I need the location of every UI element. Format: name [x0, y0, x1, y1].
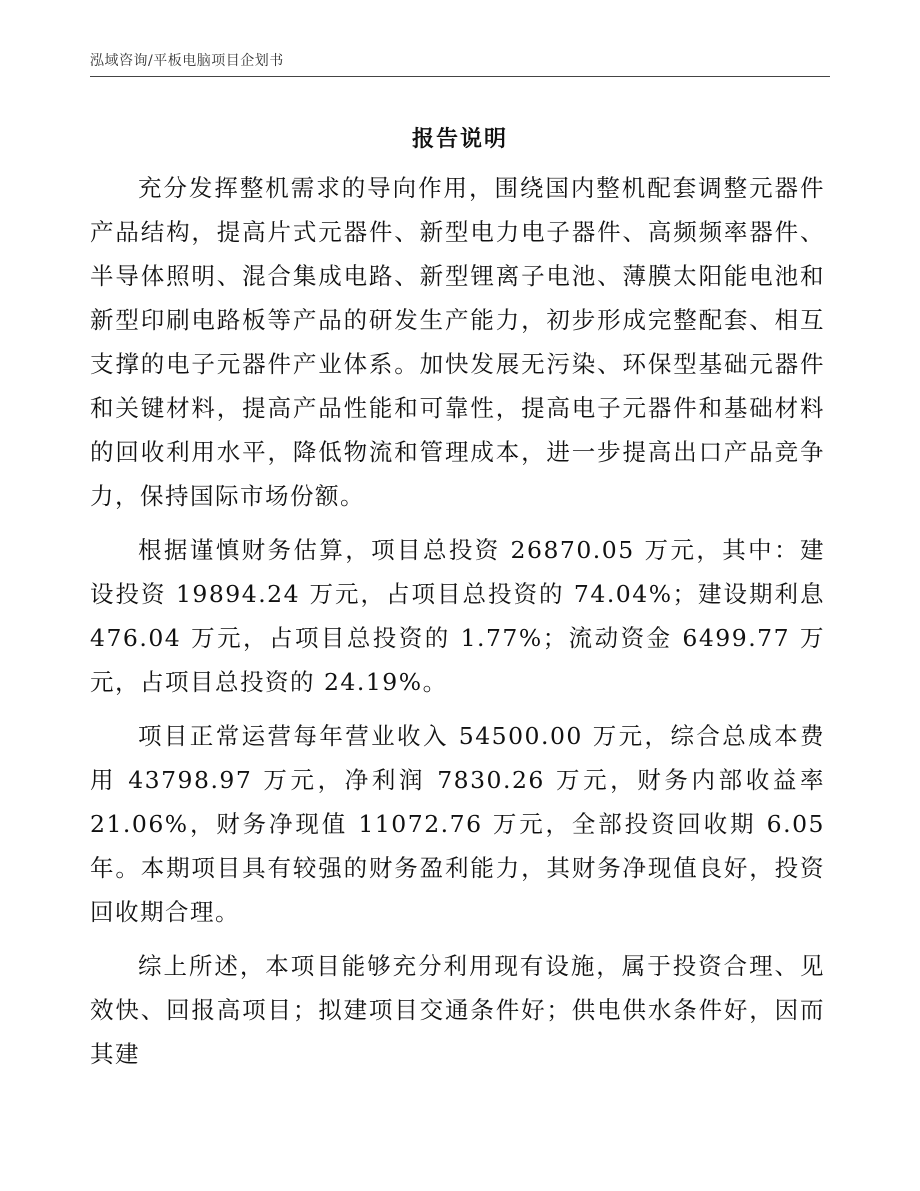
report-body — [90, 166, 825, 1086]
paragraph-financial-returns: 项目正常运营每年营业收入 54500.00 万元，综合总成本费用 43798.97 万元，净利润 7830.26 万元，财务内部收益率 21.06%，财务净现值 11072.76 万元，全部投资回收期 6.05 年。本期项目具有较强的财务盈利能力，其财务净现值良好，投资回收期合理。 — [90, 722, 825, 926]
running-header: 泓域咨询/平板电脑项目企划书 — [90, 53, 284, 69]
section-title: 报告说明 — [411, 126, 508, 152]
paragraph-industry-guidance: 充分发挥整机需求的导向作用，围绕国内整机配套调整元器件产品结构，提高片式元器件、新型电力电子器件、高频频率器件、半导体照明、混合集成电路、新型锂离子电池、薄膜太阳能电池和新型印刷电路板等产品的研发生产能力，初步形成完整配套、相互支撑的电子元器件产业体系。加快发展无污染、环保型基础元器件和关键材料，提高产品性能和可靠性，提高电子元器件和基础材料的回收利用水平，降低物流和管理成本，进一步提高出口产品竞争力，保持国际市场份额。 — [90, 174, 825, 510]
paragraph-conclusion: 综上所述，本项目能够充分利用现有设施，属于投资合理、见效快、回报高项目；拟建项目交通条件好；供电供水条件好，因而其建 — [90, 952, 825, 1068]
header-divider — [90, 76, 830, 77]
paragraph-investment-estimate: 根据谨慎财务估算，项目总投资 26870.05 万元，其中：建设投资 19894.24 万元，占项目总投资的 74.04%；建设期利息 476.04 万元，占项目总投资的 1.77%；流动资金 6499.77 万元，占项目总投资的 24.19%。 — [90, 536, 825, 696]
